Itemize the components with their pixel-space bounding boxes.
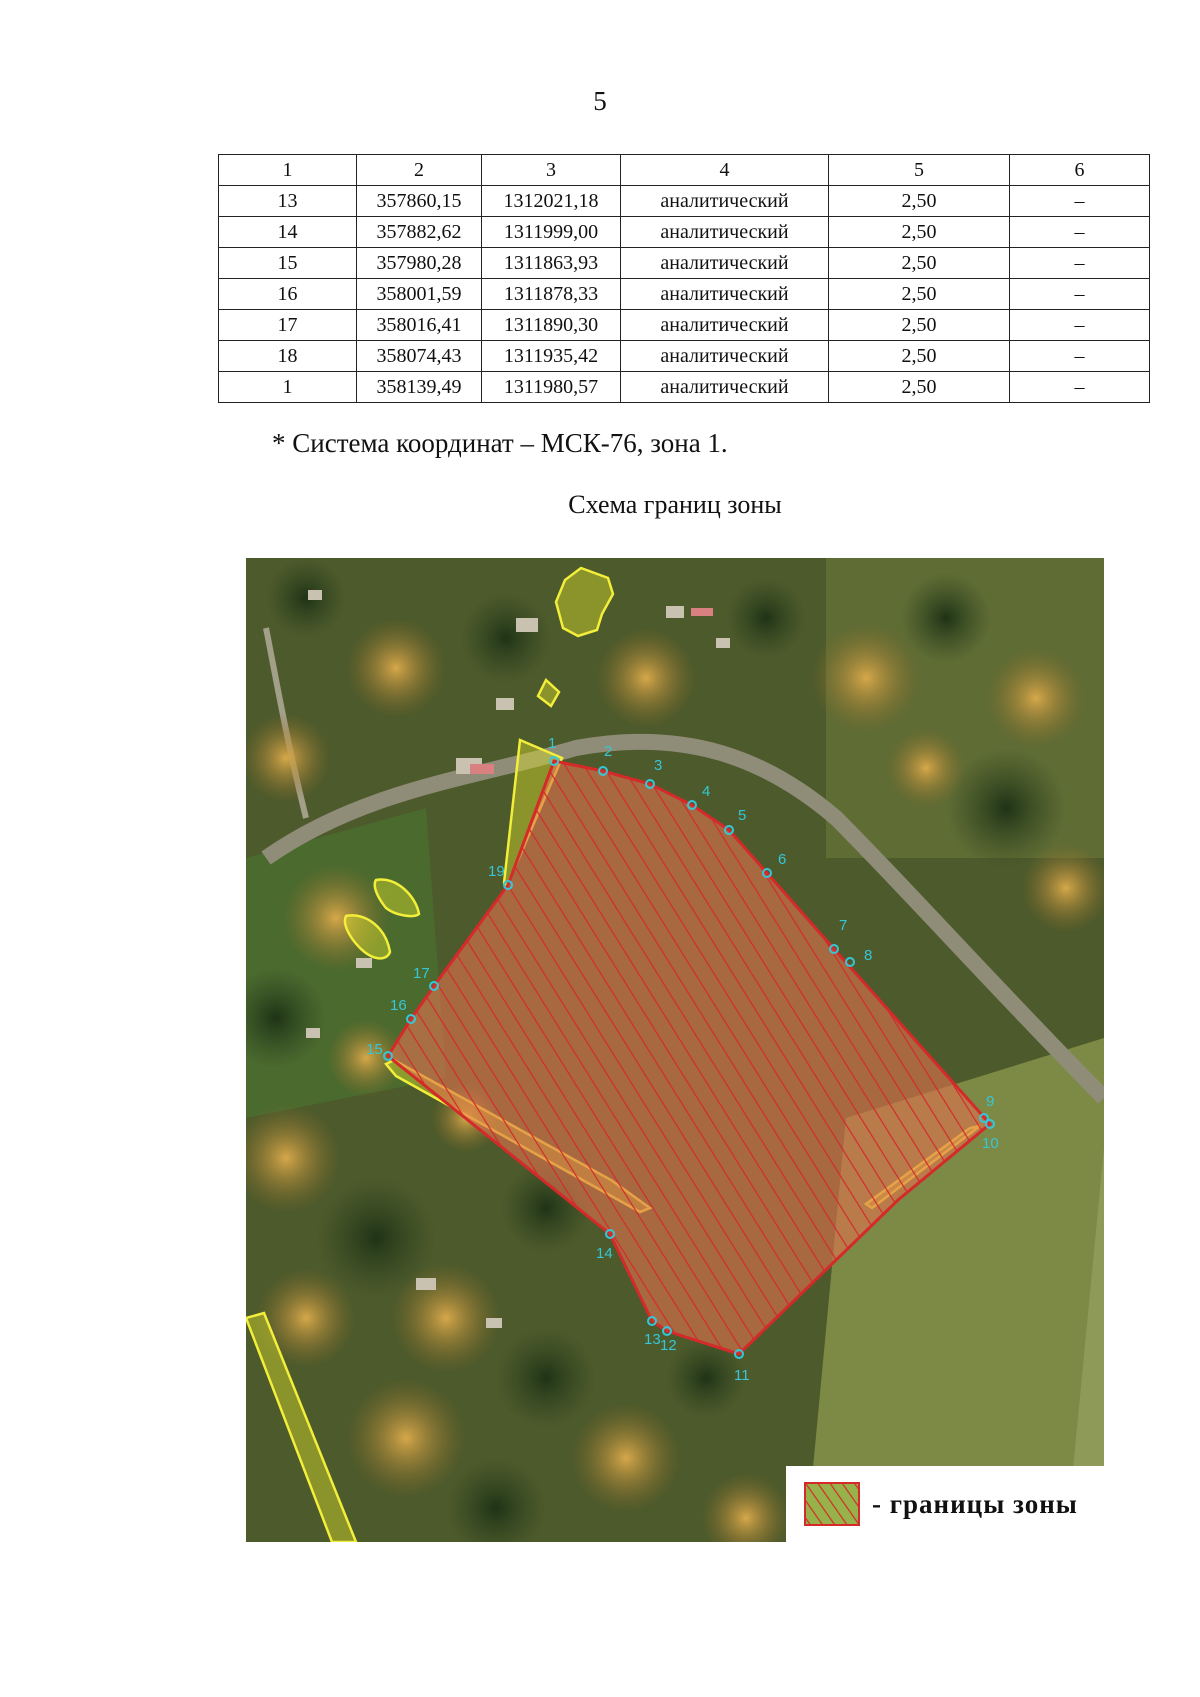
table-cell: 358074,43 (357, 341, 482, 372)
table-header-row (219, 155, 1150, 186)
table-cell: аналитический (621, 248, 829, 279)
table-cell: 1311878,33 (482, 279, 621, 310)
coordinates-table (218, 154, 1150, 403)
table-cell: 1311999,00 (482, 217, 621, 248)
point-label: 7 (839, 917, 848, 934)
table-cell: 14 (219, 217, 357, 248)
table-cell: аналитический (621, 279, 829, 310)
point-label: 3 (654, 757, 663, 774)
map-legend (786, 1466, 1104, 1542)
table-header-cell: 5 (829, 155, 1010, 186)
point-label: 1 (548, 735, 557, 752)
table-cell: аналитический (621, 341, 829, 372)
point-label: 4 (702, 783, 711, 800)
table-cell: 1311980,57 (482, 372, 621, 403)
point-label: 16 (390, 997, 407, 1014)
table-cell: 16 (219, 279, 357, 310)
table-cell: 2,50 (829, 217, 1010, 248)
table-cell: 1311863,93 (482, 248, 621, 279)
table-cell: 1312021,18 (482, 186, 621, 217)
table-cell: 357980,28 (357, 248, 482, 279)
table-cell: – (1010, 186, 1150, 217)
table-header-cell: 6 (1010, 155, 1150, 186)
table-cell: аналитический (621, 186, 829, 217)
table-cell: аналитический (621, 372, 829, 403)
page-number: 5 (593, 86, 607, 116)
table-row (219, 310, 1150, 341)
table-cell: 357882,62 (357, 217, 482, 248)
point-label: 14 (596, 1245, 613, 1262)
map-canvas (246, 558, 1104, 1542)
table-cell: 1311935,42 (482, 341, 621, 372)
table-row (219, 372, 1150, 403)
table-row (219, 279, 1150, 310)
point-label: 11 (734, 1367, 750, 1384)
table-cell: 2,50 (829, 186, 1010, 217)
table-cell: – (1010, 217, 1150, 248)
table-cell: 13 (219, 186, 357, 217)
point-label: 2 (604, 743, 613, 760)
table-cell: аналитический (621, 217, 829, 248)
table-row (219, 217, 1150, 248)
table-cell: 358016,41 (357, 310, 482, 341)
table-cell: 2,50 (829, 279, 1010, 310)
point-label: 12 (660, 1337, 677, 1354)
legend-label: - границы зоны (872, 1488, 1078, 1519)
table-cell: 1311890,30 (482, 310, 621, 341)
table-cell: 357860,15 (357, 186, 482, 217)
table-row (219, 186, 1150, 217)
table-cell: 1 (219, 372, 357, 403)
table-cell: 2,50 (829, 341, 1010, 372)
table-cell: 2,50 (829, 372, 1010, 403)
table-header-cell: 2 (357, 155, 482, 186)
point-label: 15 (366, 1041, 383, 1058)
table-row (219, 341, 1150, 372)
table-row (219, 248, 1150, 279)
zone-legend-swatch (804, 1482, 860, 1526)
table-cell: 18 (219, 341, 357, 372)
coordinate-system-note: * Система координат – МСК-76, зона 1. (272, 428, 728, 458)
table-header-cell: 4 (621, 155, 829, 186)
point-label: 9 (986, 1093, 995, 1110)
table-cell: аналитический (621, 310, 829, 341)
table-cell: 15 (219, 248, 357, 279)
table-cell: 2,50 (829, 248, 1010, 279)
point-label: 19 (488, 863, 505, 880)
table-cell: – (1010, 341, 1150, 372)
table-cell: – (1010, 279, 1150, 310)
zone-boundary-map (246, 558, 1104, 1542)
scheme-title: Схема границ зоны (568, 490, 782, 519)
point-label: 6 (778, 851, 787, 868)
table-cell: – (1010, 310, 1150, 341)
point-label: 13 (644, 1331, 661, 1348)
table-cell: – (1010, 372, 1150, 403)
point-label: 5 (738, 807, 747, 824)
table-cell: 17 (219, 310, 357, 341)
table-header-cell: 1 (219, 155, 357, 186)
table-cell: 358001,59 (357, 279, 482, 310)
point-label: 17 (413, 965, 430, 982)
table-cell: – (1010, 248, 1150, 279)
table-cell: 358139,49 (357, 372, 482, 403)
table-header-cell: 3 (482, 155, 621, 186)
point-label: 8 (864, 947, 873, 964)
table-cell: 2,50 (829, 310, 1010, 341)
point-label: 10 (982, 1135, 999, 1152)
